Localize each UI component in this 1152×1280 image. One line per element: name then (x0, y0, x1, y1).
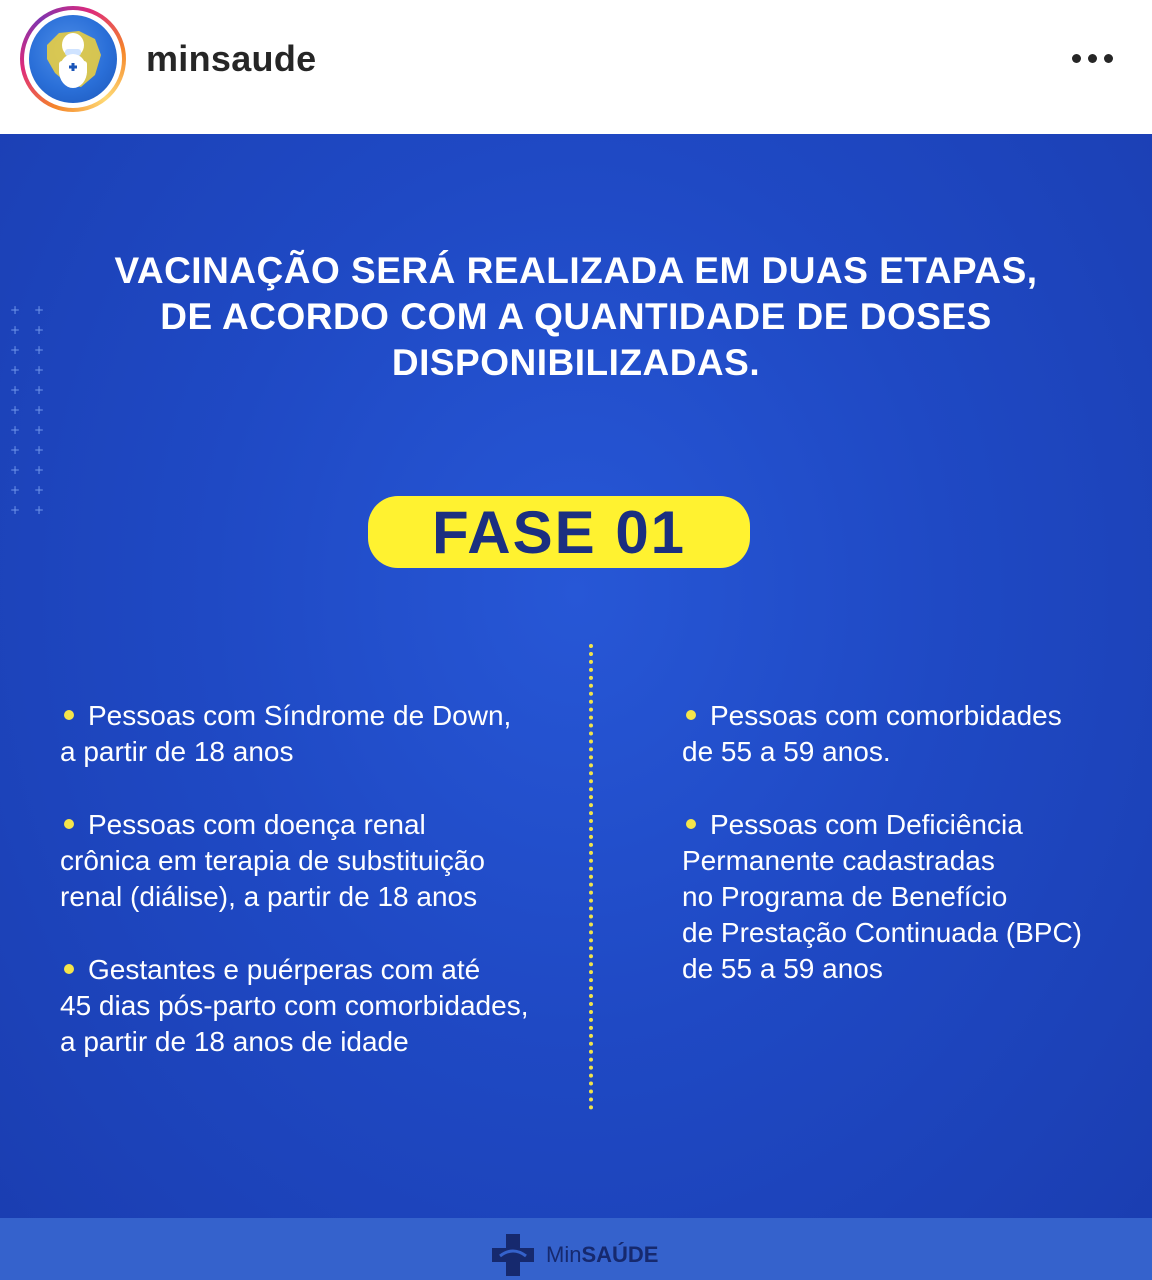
more-options-icon[interactable] (1064, 44, 1120, 72)
username[interactable]: minsaude (146, 38, 317, 79)
footer-brand: MinSAÚDE (546, 1242, 659, 1267)
svg-text:+: + (10, 343, 21, 357)
bullet-icon (64, 819, 74, 829)
svg-text:+: + (10, 423, 21, 437)
list-item: Pessoas com Síndrome de Down, a partir de 18 anos (60, 700, 512, 767)
list-item: Gestantes e puérperas com até 45 dias pós-parto com comorbidades, a partir de 18 anos de idade (60, 954, 529, 1057)
svg-text:+: + (34, 343, 45, 357)
title-line: DE ACORDO COM A QUANTIDADE DE DOSES (160, 296, 992, 337)
post-title (60, 248, 1092, 386)
bullet-icon (686, 710, 696, 720)
svg-text:+: + (10, 383, 21, 397)
svg-text:+: + (34, 483, 45, 497)
list-item: Pessoas com Deficiência Permanente cadastradas no Programa de Benefício de Prestação Continuada (BPC) de 55 a 59 anos (682, 809, 1082, 984)
title-line: DISPONIBILIZADAS. (391, 342, 761, 383)
column-divider (589, 644, 593, 1110)
post-header (0, 0, 1152, 134)
post-image (0, 134, 1152, 1280)
bullet-icon (64, 964, 74, 974)
story-ring[interactable] (20, 6, 126, 112)
phase-label: FASE 01 (431, 499, 687, 566)
list-item: Pessoas com doença renal crônica em terapia de substituição renal (diálise), a partir de 18 anos (60, 809, 485, 912)
svg-text:+: + (10, 403, 21, 417)
svg-text:+: + (10, 304, 21, 317)
bullet-icon (64, 710, 74, 720)
svg-text:+: + (10, 503, 21, 517)
svg-text:+: + (10, 323, 21, 337)
ministry-cross-logo-icon (490, 1232, 536, 1278)
phase-badge (368, 496, 750, 568)
svg-text:+: + (34, 304, 45, 317)
bullet-icon (686, 819, 696, 829)
svg-text:+: + (10, 483, 21, 497)
title-line: VACINAÇÃO SERÁ REALIZADA EM DUAS ETAPAS, (114, 250, 1038, 291)
svg-text:+: + (34, 423, 45, 437)
svg-text:+: + (34, 383, 45, 397)
mascot-icon (29, 15, 117, 103)
svg-text:+: + (10, 443, 21, 457)
svg-text:+: + (10, 363, 21, 377)
svg-text:+: + (34, 463, 45, 477)
list-item: Pessoas com comorbidades de 55 a 59 anos. (682, 700, 1062, 767)
svg-text:+: + (34, 323, 45, 337)
svg-text:+: + (10, 463, 21, 477)
avatar[interactable] (29, 15, 117, 103)
svg-text:+: + (34, 503, 45, 517)
svg-text:+: + (34, 443, 45, 457)
svg-text:+: + (34, 363, 45, 377)
right-column (682, 698, 1132, 1024)
left-column (60, 698, 580, 1097)
svg-text:+: + (34, 403, 45, 417)
footer-bar (0, 1218, 1152, 1280)
decorative-plus-grid-icon (8, 304, 48, 524)
